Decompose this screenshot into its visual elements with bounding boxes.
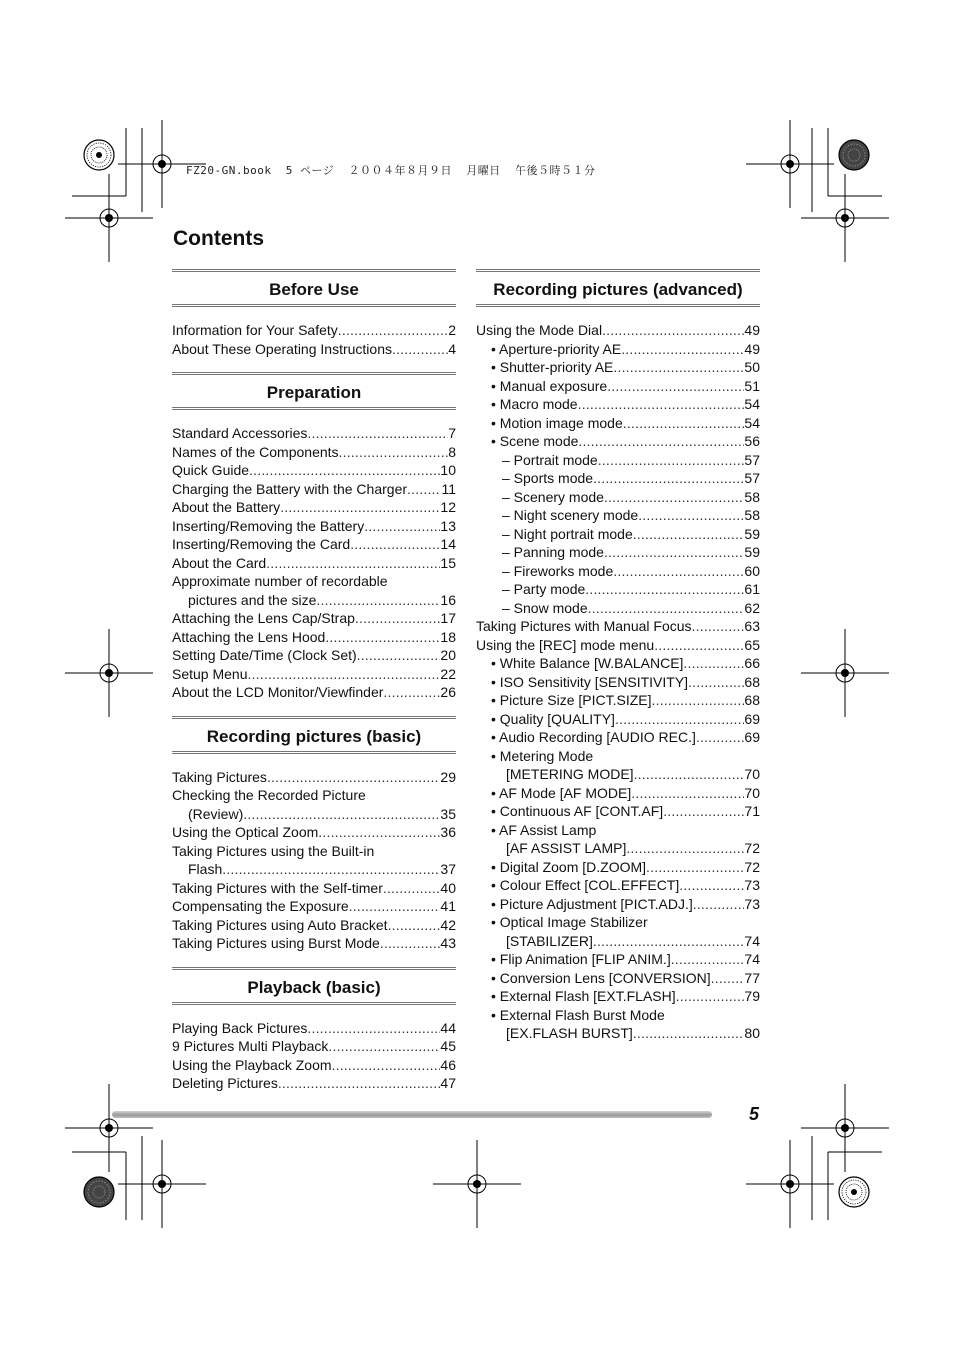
toc-entry-label: Using the Optical Zoom	[172, 824, 319, 840]
toc-entry-label: About the Card	[172, 554, 267, 571]
toc-entry[interactable]	[476, 950, 760, 969]
toc-entry-page: 68	[744, 692, 760, 708]
toc-entry-page: 66	[744, 655, 760, 671]
toc-entry-label: • Metering Mode	[491, 747, 594, 764]
dot-leader	[355, 609, 441, 628]
toc-entry-page: 15	[440, 554, 456, 571]
toc-entry-label: Inserting/Removing the Card	[172, 536, 351, 552]
dot-leader	[307, 1019, 440, 1038]
toc-entry-list	[476, 321, 760, 1043]
toc-entry-label: About the Battery	[172, 499, 281, 515]
dot-leader	[633, 525, 745, 544]
toc-entry[interactable]	[476, 432, 760, 451]
toc-entry-page: 44	[440, 1019, 456, 1036]
toc-entry-label: • Manual exposure	[491, 377, 608, 394]
toc-entry-label: Taking Pictures using Auto Bracket	[172, 916, 388, 933]
toc-entry[interactable]	[476, 1024, 760, 1043]
toc-section-recording-pictures-advanced	[476, 269, 760, 1043]
toc-entry[interactable]	[172, 535, 456, 554]
dot-leader	[222, 860, 440, 879]
dot-leader	[626, 839, 744, 858]
toc-entry-label: Using the Mode Dial	[476, 322, 603, 338]
toc-entry-label: Approximate number of recordable	[172, 573, 388, 589]
toc-entry-page: 13	[440, 517, 456, 534]
toc-entry-label: [AF ASSIST LAMP]	[506, 840, 627, 856]
toc-entry-label: – Sports mode	[502, 470, 594, 486]
toc-entry-page: 54	[744, 414, 760, 431]
toc-entry[interactable]	[476, 747, 760, 766]
toc-entry-label: [EX.FLASH BURST]	[506, 1025, 633, 1041]
toc-entry-page: 73	[744, 895, 760, 912]
toc-entry-label: • Aperture-priority AE	[491, 340, 622, 357]
dot-leader	[631, 784, 744, 803]
toc-entry-page: 37	[440, 861, 456, 877]
toc-entry[interactable]	[172, 498, 456, 517]
toc-entry[interactable]	[476, 617, 760, 636]
toc-entry-page: 16	[440, 591, 456, 608]
dot-leader	[578, 395, 745, 414]
toc-entry-label: – Snow mode	[502, 599, 588, 616]
toc-entry-label: – Night portrait mode	[502, 525, 633, 542]
toc-entry[interactable]	[172, 591, 456, 610]
toc-entry-label: • White Balance [W.BALANCE]	[491, 655, 684, 671]
toc-section-recording-pictures-basic	[172, 716, 456, 953]
toc-entry[interactable]	[476, 395, 760, 414]
toc-section-preparation	[172, 372, 456, 702]
toc-entry-page: 57	[744, 451, 760, 468]
toc-entry-label: Playing Back Pictures	[172, 1019, 308, 1036]
toc-entry-page: 17	[440, 610, 456, 626]
toc-entry-page: 45	[440, 1038, 456, 1054]
toc-entry[interactable]	[172, 879, 456, 898]
section-heading: Recording pictures (basic)	[172, 716, 456, 754]
toc-entry-page: 79	[744, 988, 760, 1004]
toc-entry-page: 46	[440, 1056, 456, 1073]
dot-leader	[693, 895, 745, 914]
toc-entry-label: Deleting Pictures	[172, 1075, 278, 1091]
toc-entry-label: About the LCD Monitor/Viewfinder	[172, 684, 384, 700]
section-heading: Recording pictures (advanced)	[476, 269, 760, 307]
toc-entry[interactable]	[172, 572, 456, 591]
toc-entry[interactable]	[476, 414, 760, 433]
toc-entry-label: Standard Accessories	[172, 425, 308, 441]
toc-entry[interactable]	[172, 628, 456, 647]
toc-entry-label: – Party mode	[502, 581, 586, 597]
dot-leader	[266, 554, 440, 573]
dot-leader	[696, 728, 745, 747]
dot-leader	[392, 340, 448, 359]
toc-entry-label: – Night scenery mode	[502, 507, 639, 523]
dot-leader	[316, 591, 440, 610]
dot-leader	[679, 876, 744, 895]
dot-leader	[349, 897, 441, 916]
toc-entry[interactable]	[476, 987, 760, 1006]
toc-entry[interactable]	[172, 480, 456, 499]
toc-entry[interactable]	[172, 842, 456, 861]
dot-leader	[593, 469, 744, 488]
toc-entry-list	[172, 321, 456, 358]
dot-leader	[588, 599, 745, 618]
toc-entry-page: 74	[744, 951, 760, 967]
toc-section-playback-basic	[172, 967, 456, 1093]
toc-entry[interactable]	[476, 876, 760, 895]
toc-entry-label: Attaching the Lens Hood	[172, 628, 326, 645]
dot-leader	[652, 691, 745, 710]
toc-entry-page: 51	[744, 377, 760, 394]
toc-entry-label: Using the Playback Zoom	[172, 1056, 332, 1073]
dot-leader	[248, 665, 441, 684]
toc-entry[interactable]	[476, 691, 760, 710]
toc-entry[interactable]	[476, 562, 760, 581]
toc-entry-page: 72	[744, 858, 760, 875]
toc-entry-label: Flash	[188, 861, 223, 877]
toc-entry[interactable]	[172, 443, 456, 462]
toc-entry-page: 63	[744, 618, 760, 634]
dot-leader	[663, 802, 744, 821]
toc-entry-page: 70	[744, 766, 760, 782]
toc-entry-label: Quick Guide	[172, 462, 250, 478]
dot-leader	[646, 858, 744, 877]
footer-bar	[112, 1111, 712, 1118]
dot-leader	[683, 654, 744, 673]
toc-entry-page: 14	[440, 536, 456, 552]
dot-leader	[364, 517, 440, 536]
toc-entry[interactable]	[172, 1074, 456, 1093]
dot-leader	[383, 879, 441, 898]
dot-leader	[350, 535, 440, 554]
dot-leader	[654, 636, 744, 655]
toc-entry-label: • Conversion Lens [CONVERSION]	[491, 969, 711, 986]
toc-entry-label: Compensating the Exposure	[172, 898, 349, 914]
toc-entry-label: – Fireworks mode	[502, 562, 614, 579]
toc-entry-label: Taking Pictures with the Self-timer	[172, 879, 383, 896]
toc-entry-page: 62	[744, 599, 760, 616]
toc-right-column	[476, 269, 760, 1057]
dot-leader	[623, 414, 745, 433]
dot-leader	[688, 673, 744, 692]
toc-entry[interactable]	[476, 839, 760, 858]
toc-entry-label: pictures and the size	[188, 591, 317, 608]
toc-entry[interactable]	[172, 916, 456, 935]
dot-leader	[380, 934, 441, 953]
toc-entry-label: • ISO Sensitivity [SENSITIVITY]	[491, 673, 689, 690]
toc-entry[interactable]	[476, 580, 760, 599]
toc-entry-label: • Audio Recording [AUDIO REC.]	[491, 729, 696, 745]
dot-leader	[383, 683, 440, 702]
toc-entry[interactable]	[172, 665, 456, 684]
dot-leader	[388, 916, 441, 935]
toc-entry-page: 72	[744, 840, 760, 856]
dot-leader	[676, 987, 745, 1006]
toc-entry[interactable]	[476, 543, 760, 562]
toc-entry[interactable]	[476, 673, 760, 692]
toc-entry-page: 56	[744, 433, 760, 449]
toc-entry-label: • Quality [QUALITY]	[491, 710, 615, 727]
toc-entry-label: Setting Date/Time (Clock Set)	[172, 647, 357, 663]
toc-entry[interactable]	[476, 636, 760, 655]
toc-entry-page: 4	[448, 340, 456, 357]
dot-leader	[613, 358, 744, 377]
toc-entry[interactable]	[476, 321, 760, 340]
page-title: Contents	[173, 227, 264, 250]
toc-entry-list	[172, 424, 456, 702]
toc-entry-page: 58	[744, 488, 760, 505]
toc-entry[interactable]	[172, 340, 456, 359]
toc-entry-page: 69	[744, 710, 760, 727]
toc-entry-label: Checking the Recorded Picture	[172, 787, 366, 803]
toc-entry[interactable]	[476, 858, 760, 877]
toc-entry-page: 36	[440, 824, 456, 840]
toc-entry-page: 42	[440, 916, 456, 933]
toc-entry-page: 10	[440, 462, 456, 478]
toc-entry[interactable]	[476, 710, 760, 729]
toc-entry-label: • Scene mode	[491, 433, 579, 449]
toc-entry[interactable]	[476, 525, 760, 544]
dot-leader	[318, 823, 440, 842]
dot-leader	[634, 765, 745, 784]
toc-entry-label: • Picture Size [PICT.SIZE]	[491, 692, 652, 708]
toc-entry[interactable]	[172, 1037, 456, 1056]
toc-entry[interactable]	[172, 805, 456, 824]
toc-entry-page: 80	[744, 1025, 760, 1041]
dot-leader	[339, 443, 449, 462]
dot-leader	[338, 321, 448, 340]
section-heading: Before Use	[172, 269, 456, 307]
dot-leader	[613, 562, 744, 581]
toc-entry[interactable]	[476, 802, 760, 821]
toc-entry-page: 70	[744, 784, 760, 801]
toc-entry[interactable]	[172, 646, 456, 665]
toc-entry-label: (Review)	[188, 805, 244, 822]
dot-leader	[692, 617, 745, 636]
print-header: FZ20-GN.book 5 ページ ２００４年８月９日 月曜日 午後５時５１分	[186, 164, 596, 177]
toc-entry-page: 69	[744, 729, 760, 745]
toc-entry-page: 12	[440, 499, 456, 515]
toc-entry[interactable]	[476, 765, 760, 784]
toc-entry[interactable]	[476, 599, 760, 618]
toc-entry-label: Taking Pictures using the Built-in	[172, 842, 375, 859]
toc-entry-label: • External Flash [EXT.FLASH]	[491, 988, 676, 1004]
toc-entry[interactable]	[476, 654, 760, 673]
dot-leader	[671, 950, 745, 969]
toc-entry-label: • AF Mode [AF MODE]	[491, 784, 632, 801]
toc-entry-page: 47	[440, 1075, 456, 1091]
dot-leader	[357, 646, 441, 665]
toc-entry-page: 54	[744, 396, 760, 412]
toc-entry-page: 58	[744, 507, 760, 523]
toc-entry[interactable]	[476, 451, 760, 470]
dot-leader	[593, 932, 745, 951]
toc-entry-label: • Colour Effect [COL.EFFECT]	[491, 877, 680, 893]
toc-entry-page: 49	[744, 340, 760, 357]
dot-leader	[615, 710, 744, 729]
toc-entry-label: • Picture Adjustment [PICT.ADJ.]	[491, 895, 693, 912]
dot-leader	[307, 424, 448, 443]
toc-entry-list	[172, 768, 456, 953]
toc-entry[interactable]	[172, 860, 456, 879]
toc-entry-label: Inserting/Removing the Battery	[172, 517, 365, 534]
dot-leader	[243, 805, 440, 824]
toc-entry-label: Taking Pictures with Manual Focus	[476, 618, 692, 634]
toc-entry-label: About These Operating Instructions	[172, 340, 392, 357]
toc-entry-page: 73	[744, 877, 760, 893]
toc-left-column	[172, 269, 456, 1107]
toc-entry-page: 20	[440, 647, 456, 663]
toc-entry-page: 41	[440, 898, 456, 914]
toc-entry[interactable]	[476, 821, 760, 840]
toc-entry[interactable]	[476, 358, 760, 377]
dot-leader	[638, 506, 744, 525]
toc-entry-label: – Portrait mode	[502, 451, 598, 468]
toc-section-before-use	[172, 269, 456, 358]
toc-entry-label: • External Flash Burst Mode	[491, 1006, 665, 1023]
toc-entry[interactable]	[476, 340, 760, 359]
dot-leader	[280, 498, 440, 517]
toc-entry-page: 57	[744, 470, 760, 486]
toc-entry-label: Setup Menu	[172, 665, 248, 682]
toc-entry-page: 49	[744, 322, 760, 338]
toc-entry-label: • Macro mode	[491, 396, 578, 412]
dot-leader	[604, 488, 744, 507]
toc-entry-page: 50	[744, 359, 760, 375]
toc-entry-label: • Continuous AF [CONT.AF]	[491, 803, 664, 819]
toc-entry-page: 26	[440, 684, 456, 700]
toc-entry[interactable]	[476, 506, 760, 525]
toc-entry[interactable]	[172, 321, 456, 340]
toc-entry-label: [METERING MODE]	[506, 766, 634, 782]
toc-entry-label: – Scenery mode	[502, 488, 604, 505]
toc-entry-label: • Optical Image Stabilizer	[491, 914, 648, 930]
toc-entry-page: 74	[744, 932, 760, 949]
toc-entry[interactable]	[476, 469, 760, 488]
dot-leader	[325, 628, 440, 647]
toc-entry-page: 65	[744, 636, 760, 653]
dot-leader	[249, 461, 440, 480]
toc-entry-page: 18	[440, 628, 456, 645]
toc-entry[interactable]	[476, 913, 760, 932]
toc-entry[interactable]	[172, 461, 456, 480]
toc-entry-page: 35	[440, 805, 456, 822]
toc-entry-page: 77	[744, 969, 760, 986]
toc-entry-label: Taking Pictures	[172, 768, 267, 785]
section-heading: Playback (basic)	[172, 967, 456, 1005]
toc-entry-page: 40	[440, 879, 456, 896]
toc-entry[interactable]	[172, 517, 456, 536]
section-heading: Preparation	[172, 372, 456, 410]
toc-entry[interactable]	[172, 424, 456, 443]
dot-leader	[278, 1074, 441, 1093]
toc-entry[interactable]	[172, 1019, 456, 1038]
toc-entry[interactable]	[476, 969, 760, 988]
toc-entry-list	[172, 1019, 456, 1093]
page-number: 5	[749, 1104, 760, 1124]
toc-entry[interactable]	[476, 895, 760, 914]
toc-entry-label: • Motion image mode	[491, 414, 623, 431]
toc-entry-label: • AF Assist Lamp	[491, 821, 597, 838]
toc-entry-page: 43	[440, 935, 456, 951]
toc-entry-label: • Shutter-priority AE	[491, 359, 614, 375]
dot-leader	[585, 580, 744, 599]
toc-entry[interactable]	[476, 784, 760, 803]
toc-entry[interactable]	[172, 897, 456, 916]
toc-entry[interactable]	[172, 768, 456, 787]
dot-leader	[267, 768, 440, 787]
toc-entry[interactable]	[172, 823, 456, 842]
toc-entry-page: 7	[448, 425, 456, 441]
toc-entry-label: 9 Pictures Multi Playback	[172, 1038, 329, 1054]
toc-entry[interactable]	[172, 1056, 456, 1075]
toc-entry-page: 61	[744, 581, 760, 597]
dot-leader	[332, 1056, 441, 1075]
dot-leader	[711, 969, 745, 988]
toc-entry-page: 2	[448, 322, 456, 338]
toc-entry-page: 59	[744, 544, 760, 560]
toc-entry[interactable]	[476, 488, 760, 507]
dot-leader	[633, 1024, 745, 1043]
toc-entry-page: 71	[744, 803, 760, 819]
toc-entry-label: Taking Pictures using Burst Mode	[172, 935, 380, 951]
dot-leader	[598, 451, 745, 470]
toc-entry-page: 29	[440, 768, 456, 785]
dot-leader	[328, 1037, 440, 1056]
toc-entry[interactable]	[172, 683, 456, 702]
toc-entry-label: • Flip Animation [FLIP ANIM.]	[491, 951, 671, 967]
toc-entry[interactable]	[476, 377, 760, 396]
toc-entry-page: 68	[744, 673, 760, 690]
toc-entry-label: [STABILIZER]	[506, 932, 593, 949]
toc-entry[interactable]	[476, 1006, 760, 1025]
toc-entry-label: Using the [REC] mode menu	[476, 636, 655, 653]
toc-entry[interactable]	[476, 728, 760, 747]
dot-leader	[607, 377, 744, 396]
dot-leader	[604, 543, 744, 562]
toc-entry[interactable]	[172, 554, 456, 573]
toc-entry-page: 59	[744, 525, 760, 542]
toc-entry-label: Charging the Battery with the Charger	[172, 480, 408, 497]
toc-entry[interactable]	[172, 934, 456, 953]
toc-entry-page: 8	[448, 443, 456, 460]
dot-leader	[578, 432, 744, 451]
toc-entry-label: – Panning mode	[502, 544, 604, 560]
toc-entry-label: Names of the Components	[172, 443, 339, 460]
toc-entry-label: Information for Your Safety	[172, 322, 338, 338]
toc-entry-label: • Digital Zoom [D.ZOOM]	[491, 858, 647, 875]
toc-entry-page: 11	[441, 480, 456, 497]
dot-leader	[602, 321, 744, 340]
toc-entry[interactable]	[476, 932, 760, 951]
toc-entry-label: Attaching the Lens Cap/Strap	[172, 610, 355, 626]
dot-leader	[407, 480, 441, 499]
toc-entry-page: 60	[744, 562, 760, 579]
toc-entry[interactable]	[172, 609, 456, 628]
toc-entry-page: 22	[440, 665, 456, 682]
toc-entry[interactable]	[172, 786, 456, 805]
dot-leader	[621, 340, 744, 359]
